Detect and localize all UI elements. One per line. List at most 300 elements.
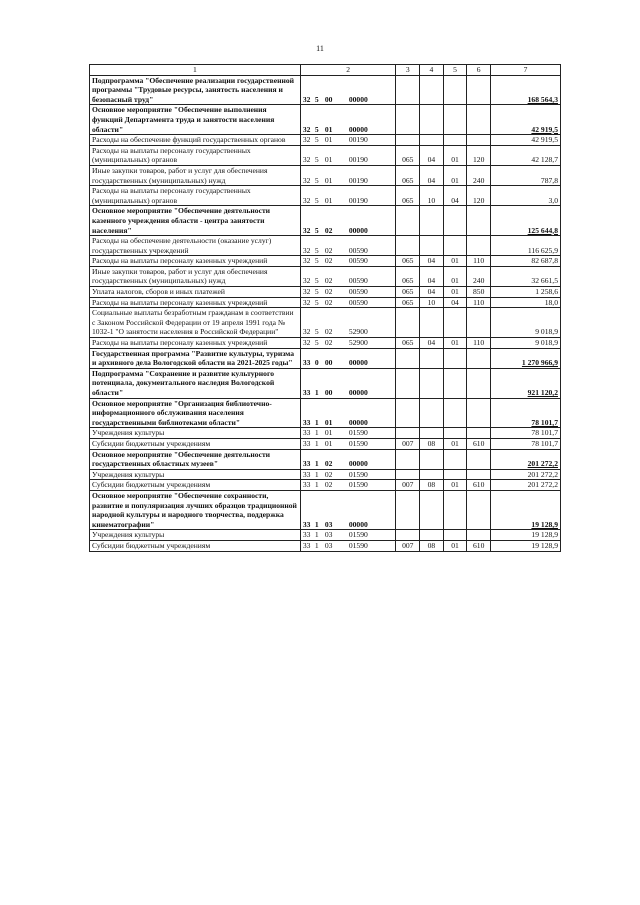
row-target-article-cell (300, 145, 396, 165)
row-vr-cell: 007 (396, 480, 420, 491)
row-target-article-cell (300, 165, 396, 185)
target-article-part: 5 (314, 135, 319, 145)
target-article-part: 33 (302, 530, 311, 540)
row-sum-cell: 42 128,7 (491, 145, 561, 165)
row-vid-cell (467, 368, 491, 398)
row-vr-cell: 065 (396, 297, 420, 308)
target-article-part: 33 (302, 469, 311, 479)
table-row (90, 105, 561, 135)
target-article-part: 5 (314, 287, 319, 297)
target-article-part: 52900 (348, 338, 368, 348)
row-name-cell: Расходы на обеспечение функций государственных органов (90, 135, 301, 146)
row-rz-cell (420, 368, 444, 398)
target-article-part: 1 (314, 438, 319, 448)
target-article-part: 33 (302, 480, 311, 490)
row-rz-cell (420, 348, 444, 368)
target-article-part: 1 (314, 540, 319, 550)
table-row (90, 308, 561, 338)
row-pr-cell (443, 75, 467, 105)
target-article-part: 52900 (348, 327, 368, 337)
row-name-cell: Основное мероприятие "Обеспечение деятельности казенного учреждения области - центра занятости населения" (90, 206, 301, 236)
table-row (90, 135, 561, 146)
row-sum-cell: 9 018,9 (491, 308, 561, 338)
row-vr-cell: 007 (396, 438, 420, 449)
target-article-part: 00000 (348, 94, 368, 104)
target-article-part: 32 (302, 195, 311, 205)
row-name-cell: Основное мероприятие "Обеспечение сохранности, развитие и популяризация лучших образцов традиционной народной культуры и народного творчества, поддержка кинематографии" (90, 490, 301, 529)
target-article-part: 32 (302, 245, 311, 255)
target-article-part: 01590 (348, 530, 368, 540)
target-article-part: 5 (314, 94, 319, 104)
row-name-cell: Расходы на обеспечение деятельности (оказание услуг) государственных учреждений (90, 236, 301, 256)
row-rz-cell (420, 428, 444, 439)
row-target-article-cell (300, 428, 396, 439)
target-article-part: 01 (324, 135, 333, 145)
target-article-part: 00 (324, 358, 333, 368)
table-row (90, 206, 561, 236)
row-vr-cell: 065 (396, 186, 420, 206)
target-article-part: 02 (324, 459, 333, 469)
table-row (90, 469, 561, 480)
table-row (90, 297, 561, 308)
row-vr-cell (396, 398, 420, 428)
target-article-part: 1 (314, 469, 319, 479)
row-vr-cell (396, 490, 420, 529)
row-name-cell: Учреждения культуры (90, 428, 301, 439)
target-article-part: 33 (302, 358, 311, 368)
row-sum-cell: 18,0 (491, 297, 561, 308)
row-rz-cell (420, 308, 444, 338)
column-header: 6 (467, 65, 491, 76)
target-article-part: 00190 (348, 195, 368, 205)
row-name-cell: Социальные выплаты безработным гражданам в соответствии с Законом Российской Федерации от 19 апреля 1991 года № 1032-1 "О занятости населения в Российской Федерации" (90, 308, 301, 338)
row-pr-cell (443, 236, 467, 256)
row-vid-cell: 110 (467, 338, 491, 349)
row-rz-cell: 04 (420, 165, 444, 185)
target-article-part: 02 (324, 297, 333, 307)
target-article-part: 03 (324, 540, 333, 550)
row-target-article-cell (300, 530, 396, 541)
row-sum-cell: 19 128,9 (491, 540, 561, 551)
row-pr-cell: 01 (443, 266, 467, 286)
row-pr-cell (443, 105, 467, 135)
row-vid-cell (467, 428, 491, 439)
row-pr-cell: 01 (443, 438, 467, 449)
table-row (90, 480, 561, 491)
target-article-part: 01 (324, 175, 333, 185)
row-vid-cell (467, 398, 491, 428)
target-article-part: 00000 (348, 124, 368, 134)
row-vr-cell (396, 206, 420, 236)
row-vr-cell: 065 (396, 165, 420, 185)
target-article-part: 01 (324, 438, 333, 448)
table-row (90, 368, 561, 398)
row-vid-cell: 610 (467, 540, 491, 551)
row-pr-cell (443, 530, 467, 541)
target-article-part: 01590 (348, 428, 368, 438)
row-target-article-cell (300, 348, 396, 368)
row-rz-cell (420, 236, 444, 256)
row-vid-cell: 610 (467, 438, 491, 449)
target-article-part: 5 (314, 338, 319, 348)
table-row (90, 236, 561, 256)
target-article-part: 5 (314, 256, 319, 266)
row-vr-cell: 065 (396, 266, 420, 286)
row-pr-cell (443, 348, 467, 368)
row-sum-cell: 78 101,7 (491, 428, 561, 439)
target-article-part: 01 (324, 417, 333, 427)
table-row (90, 398, 561, 428)
row-vr-cell: 065 (396, 145, 420, 165)
table-row (90, 145, 561, 165)
row-pr-cell (443, 206, 467, 236)
row-name-cell: Расходы на выплаты персоналу казенных учреждений (90, 338, 301, 349)
row-vid-cell (467, 530, 491, 541)
target-article-part: 5 (314, 155, 319, 165)
row-pr-cell (443, 469, 467, 480)
row-rz-cell: 10 (420, 186, 444, 206)
column-header: 5 (443, 65, 467, 76)
target-article-part: 00590 (348, 276, 368, 286)
target-article-part: 5 (314, 276, 319, 286)
column-header: 2 (300, 65, 396, 76)
row-rz-cell (420, 490, 444, 529)
target-article-part: 5 (314, 327, 319, 337)
row-vid-cell (467, 449, 491, 469)
row-vid-cell (467, 135, 491, 146)
target-article-part: 32 (302, 256, 311, 266)
row-pr-cell: 01 (443, 165, 467, 185)
row-pr-cell (443, 368, 467, 398)
target-article-part: 5 (314, 195, 319, 205)
row-vid-cell (467, 75, 491, 105)
table-row (90, 266, 561, 286)
target-article-part: 1 (314, 530, 319, 540)
row-pr-cell (443, 449, 467, 469)
row-target-article-cell (300, 449, 396, 469)
target-article-part: 32 (302, 225, 311, 235)
target-article-part: 33 (302, 540, 311, 550)
target-article-part: 33 (302, 388, 311, 397)
row-vr-cell (396, 348, 420, 368)
target-article-part: 01 (324, 124, 333, 134)
row-rz-cell: 04 (420, 145, 444, 165)
row-name-cell: Субсидии бюджетным учреждениям (90, 540, 301, 551)
target-article-part: 00590 (348, 297, 368, 307)
target-article-part: 1 (314, 459, 319, 469)
row-name-cell: Основное мероприятие "Обеспечение выполнения функций Департамента труда и занятости населения области" (90, 105, 301, 135)
row-rz-cell (420, 105, 444, 135)
budget-table (89, 64, 561, 552)
target-article-part: 00590 (348, 256, 368, 266)
row-target-article-cell (300, 206, 396, 236)
target-article-part: 00000 (348, 358, 368, 368)
row-target-article-cell (300, 480, 396, 491)
row-target-article-cell (300, 469, 396, 480)
row-vid-cell: 110 (467, 297, 491, 308)
row-name-cell: Основное мероприятие "Обеспечение деятельности государственных областных музеев" (90, 449, 301, 469)
table-row (90, 438, 561, 449)
row-sum-cell: 201 272,2 (491, 480, 561, 491)
target-article-part: 32 (302, 124, 311, 134)
row-pr-cell (443, 135, 467, 146)
row-pr-cell: 01 (443, 480, 467, 491)
column-header: 7 (491, 65, 561, 76)
row-name-cell: Расходы на выплаты персоналу государственных (муниципальных) органов (90, 186, 301, 206)
target-article-part: 02 (324, 256, 333, 266)
row-vr-cell: 007 (396, 540, 420, 551)
target-article-part: 33 (302, 417, 311, 427)
row-pr-cell (443, 428, 467, 439)
target-article-part: 32 (302, 175, 311, 185)
row-vid-cell (467, 236, 491, 256)
row-pr-cell: 04 (443, 297, 467, 308)
row-target-article-cell (300, 297, 396, 308)
row-vid-cell: 120 (467, 186, 491, 206)
row-rz-cell (420, 206, 444, 236)
target-article-part: 00000 (348, 459, 368, 469)
row-vid-cell (467, 206, 491, 236)
target-article-part: 01 (324, 428, 333, 438)
target-article-part: 33 (302, 438, 311, 448)
target-article-part: 02 (324, 287, 333, 297)
row-target-article-cell (300, 236, 396, 256)
target-article-part: 01590 (348, 469, 368, 479)
table-row (90, 165, 561, 185)
row-sum-cell: 78 101,7 (491, 438, 561, 449)
target-article-part: 32 (302, 94, 311, 104)
target-article-part: 5 (314, 225, 319, 235)
row-sum-cell: 19 128,9 (491, 490, 561, 529)
row-rz-cell (420, 398, 444, 428)
table-row (90, 428, 561, 439)
target-article-part: 32 (302, 287, 311, 297)
target-article-part: 00190 (348, 155, 368, 165)
target-article-part: 02 (324, 276, 333, 286)
table-body (90, 75, 561, 551)
row-target-article-cell (300, 338, 396, 349)
row-sum-cell: 42 919,5 (491, 105, 561, 135)
table-row (90, 186, 561, 206)
target-article-part: 02 (324, 480, 333, 490)
target-article-part: 00590 (348, 287, 368, 297)
target-article-part: 5 (314, 175, 319, 185)
row-name-cell: Государственная программа "Развитие культуры, туризма и архивного дела Вологодской области на 2021-2025 годы" (90, 348, 301, 368)
row-vid-cell (467, 490, 491, 529)
row-rz-cell (420, 135, 444, 146)
row-target-article-cell (300, 490, 396, 529)
row-pr-cell: 01 (443, 145, 467, 165)
row-pr-cell: 01 (443, 287, 467, 298)
row-sum-cell: 78 101,7 (491, 398, 561, 428)
row-pr-cell (443, 398, 467, 428)
target-article-part: 01 (324, 155, 333, 165)
row-rz-cell: 08 (420, 540, 444, 551)
row-vr-cell (396, 105, 420, 135)
target-article-part: 02 (324, 469, 333, 479)
row-name-cell: Расходы на выплаты персоналу казенных учреждений (90, 297, 301, 308)
target-article-part: 00 (324, 94, 333, 104)
row-name-cell: Расходы на выплаты персоналу казенных учреждений (90, 256, 301, 267)
row-rz-cell: 10 (420, 297, 444, 308)
row-sum-cell: 921 120,2 (491, 368, 561, 398)
table-row (90, 530, 561, 541)
target-article-part: 33 (302, 519, 311, 529)
target-article-part: 03 (324, 519, 333, 529)
row-sum-cell: 9 018,9 (491, 338, 561, 349)
table-row (90, 287, 561, 298)
target-article-part: 00590 (348, 245, 368, 255)
column-header: 1 (90, 65, 301, 76)
row-pr-cell: 01 (443, 256, 467, 267)
row-target-article-cell (300, 75, 396, 105)
target-article-part: 01590 (348, 438, 368, 448)
row-name-cell: Подпрограмма "Сохранение и развитие культурного потенциала, документального наследия Вологодской области" (90, 368, 301, 398)
row-vid-cell: 240 (467, 165, 491, 185)
table-row (90, 338, 561, 349)
row-pr-cell (443, 490, 467, 529)
row-vid-cell (467, 105, 491, 135)
target-article-part: 33 (302, 459, 311, 469)
target-article-part: 1 (314, 417, 319, 427)
row-name-cell: Уплата налогов, сборов и иных платежей (90, 287, 301, 298)
row-vid-cell (467, 308, 491, 338)
target-article-part: 32 (302, 276, 311, 286)
target-article-part: 00 (324, 388, 333, 397)
row-vr-cell (396, 75, 420, 105)
row-target-article-cell (300, 540, 396, 551)
row-vr-cell: 065 (396, 256, 420, 267)
row-target-article-cell (300, 438, 396, 449)
row-target-article-cell (300, 287, 396, 298)
row-target-article-cell (300, 256, 396, 267)
target-article-part: 32 (302, 338, 311, 348)
row-target-article-cell (300, 398, 396, 428)
row-sum-cell: 1 270 966,9 (491, 348, 561, 368)
row-sum-cell: 82 687,8 (491, 256, 561, 267)
target-article-part: 33 (302, 428, 311, 438)
target-article-part: 02 (324, 327, 333, 337)
row-target-article-cell (300, 308, 396, 338)
row-rz-cell: 04 (420, 338, 444, 349)
column-header: 4 (420, 65, 444, 76)
target-article-part: 1 (314, 519, 319, 529)
target-article-part: 00190 (348, 175, 368, 185)
row-name-cell: Субсидии бюджетным учреждениям (90, 480, 301, 491)
target-article-part: 1 (314, 388, 319, 397)
row-sum-cell: 42 919,5 (491, 135, 561, 146)
row-name-cell: Субсидии бюджетным учреждениям (90, 438, 301, 449)
row-name-cell: Учреждения культуры (90, 530, 301, 541)
row-vid-cell: 110 (467, 256, 491, 267)
table-row (90, 540, 561, 551)
target-article-part: 00000 (348, 417, 368, 427)
row-vr-cell (396, 469, 420, 480)
row-vr-cell (396, 368, 420, 398)
row-name-cell: Иные закупки товаров, работ и услуг для обеспечения государственных (муниципальных) нужд (90, 266, 301, 286)
target-article-part: 5 (314, 245, 319, 255)
target-article-part: 00000 (348, 388, 368, 397)
row-target-article-cell (300, 186, 396, 206)
table-row (90, 75, 561, 105)
row-rz-cell (420, 75, 444, 105)
target-article-part: 00000 (348, 225, 368, 235)
row-target-article-cell (300, 266, 396, 286)
target-article-part: 03 (324, 530, 333, 540)
row-rz-cell: 08 (420, 438, 444, 449)
row-vr-cell (396, 449, 420, 469)
row-vr-cell (396, 308, 420, 338)
row-sum-cell: 787,8 (491, 165, 561, 185)
target-article-part: 01590 (348, 540, 368, 550)
target-article-part: 00000 (348, 519, 368, 529)
target-article-part: 01 (324, 195, 333, 205)
row-rz-cell: 04 (420, 287, 444, 298)
row-sum-cell: 116 625,9 (491, 236, 561, 256)
row-vr-cell (396, 428, 420, 439)
target-article-part: 32 (302, 297, 311, 307)
row-name-cell: Расходы на выплаты персоналу государственных (муниципальных) органов (90, 145, 301, 165)
row-name-cell: Иные закупки товаров, работ и услуг для обеспечения государственных (муниципальных) нужд (90, 165, 301, 185)
row-pr-cell: 01 (443, 338, 467, 349)
table-header-row (90, 65, 561, 76)
row-name-cell: Основное мероприятие "Организация библиотечно-информационного обслуживания населения государственными библиотеками области" (90, 398, 301, 428)
target-article-part: 00190 (348, 135, 368, 145)
row-rz-cell (420, 449, 444, 469)
row-vr-cell (396, 135, 420, 146)
target-article-part: 01590 (348, 480, 368, 490)
row-sum-cell: 1 258,6 (491, 287, 561, 298)
target-article-part: 5 (314, 297, 319, 307)
row-vr-cell: 065 (396, 287, 420, 298)
row-rz-cell: 04 (420, 266, 444, 286)
table-row (90, 348, 561, 368)
row-sum-cell: 201 272,2 (491, 469, 561, 480)
target-article-part: 5 (314, 124, 319, 134)
row-vid-cell: 610 (467, 480, 491, 491)
row-pr-cell: 04 (443, 186, 467, 206)
target-article-part: 02 (324, 338, 333, 348)
column-header: 3 (396, 65, 420, 76)
table-row (90, 490, 561, 529)
row-vid-cell (467, 469, 491, 480)
row-rz-cell (420, 469, 444, 480)
row-rz-cell (420, 530, 444, 541)
row-vr-cell (396, 530, 420, 541)
row-vid-cell: 120 (467, 145, 491, 165)
row-target-article-cell (300, 368, 396, 398)
row-target-article-cell (300, 135, 396, 146)
table-row (90, 449, 561, 469)
row-name-cell: Учреждения культуры (90, 469, 301, 480)
page-number: 11 (316, 44, 324, 53)
target-article-part: 32 (302, 135, 311, 145)
row-pr-cell: 01 (443, 540, 467, 551)
target-article-part: 32 (302, 327, 311, 337)
row-vid-cell (467, 348, 491, 368)
table-row (90, 256, 561, 267)
row-sum-cell: 201 272,2 (491, 449, 561, 469)
row-pr-cell (443, 308, 467, 338)
row-vr-cell (396, 236, 420, 256)
row-vid-cell: 850 (467, 287, 491, 298)
row-target-article-cell (300, 105, 396, 135)
row-vid-cell: 240 (467, 266, 491, 286)
row-sum-cell: 3,0 (491, 186, 561, 206)
row-sum-cell: 125 644,8 (491, 206, 561, 236)
row-rz-cell: 08 (420, 480, 444, 491)
target-article-part: 1 (314, 428, 319, 438)
